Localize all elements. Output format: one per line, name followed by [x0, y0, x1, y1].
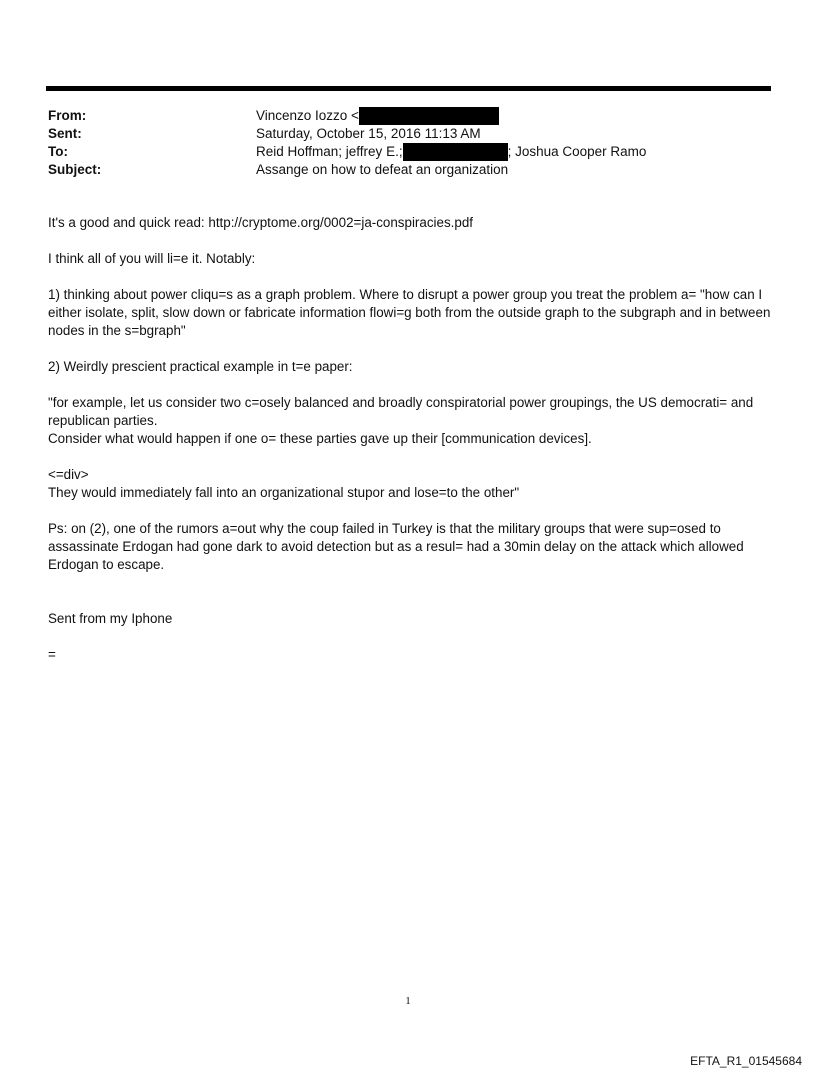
to-recipients-1: Reid Hoffman; jeffrey E.; [256, 144, 403, 159]
document-id: EFTA_R1_01545684 [690, 1054, 802, 1068]
from-sender: Vincenzo Iozzo < [256, 108, 359, 123]
body-paragraph [48, 610, 774, 628]
redaction-box [359, 107, 499, 125]
quote-line: "for example, let us consider two c=osely balanced and broadly conspiratorial power groupings, the US democrati= and republican parties. [48, 395, 754, 428]
signature: Sent from my Iphone [48, 611, 173, 626]
subject-label: Subject: [48, 162, 102, 177]
page-number: 1 [405, 995, 411, 1007]
subject-value: Assange on how to defeat an organization [256, 162, 509, 177]
to-recipients-2: ; Joshua Cooper Ramo [507, 144, 647, 159]
to-row [48, 143, 768, 161]
email-body [48, 214, 774, 682]
to-value [256, 143, 646, 161]
body-paragraph [48, 394, 774, 448]
from-label: From: [48, 108, 87, 123]
subject-row [48, 161, 768, 179]
email-header [48, 107, 768, 179]
body-paragraph: I think all of you will li=e it. Notably: [48, 251, 256, 266]
body-paragraph: = [48, 647, 56, 662]
quote-line: They would immediately fall into an organizational stupor and lose=to the other" [48, 485, 520, 500]
quote-line: Consider what would happen if one o= these parties gave up their [communication devices]. [48, 431, 592, 446]
sent-value: Saturday, October 15, 2016 11:13 AM [256, 126, 481, 141]
sent-label: Sent: [48, 126, 82, 141]
to-label: To: [48, 144, 68, 159]
body-paragraph [48, 466, 774, 502]
quote-line: <=div> [48, 467, 89, 482]
header-rule [46, 86, 771, 91]
from-row [48, 107, 768, 125]
body-paragraph: 1) thinking about power cliqu=s as a graph problem. Where to disrupt a power group you treat the problem a= "how can I either isolate, split, slow down or fabricate information flowi=g both from the outside graph to the subgraph and in between nodes in the s=bgraph" [48, 287, 771, 338]
redaction-box [403, 143, 508, 161]
body-paragraph: It's a good and quick read: http://cryptome.org/0002=ja-conspiracies.pdf [48, 215, 473, 230]
from-value [256, 107, 499, 125]
sent-row [48, 125, 768, 143]
body-paragraph: 2) Weirdly prescient practical example in t=e paper: [48, 359, 353, 374]
body-paragraph: Ps: on (2), one of the rumors a=out why the coup failed in Turkey is that the military groups that were sup=osed to assassinate Erdogan had gone dark to avoid detection but as a resul= had a 30min delay on the attack which allowed Erdogan to escape. [48, 521, 744, 572]
